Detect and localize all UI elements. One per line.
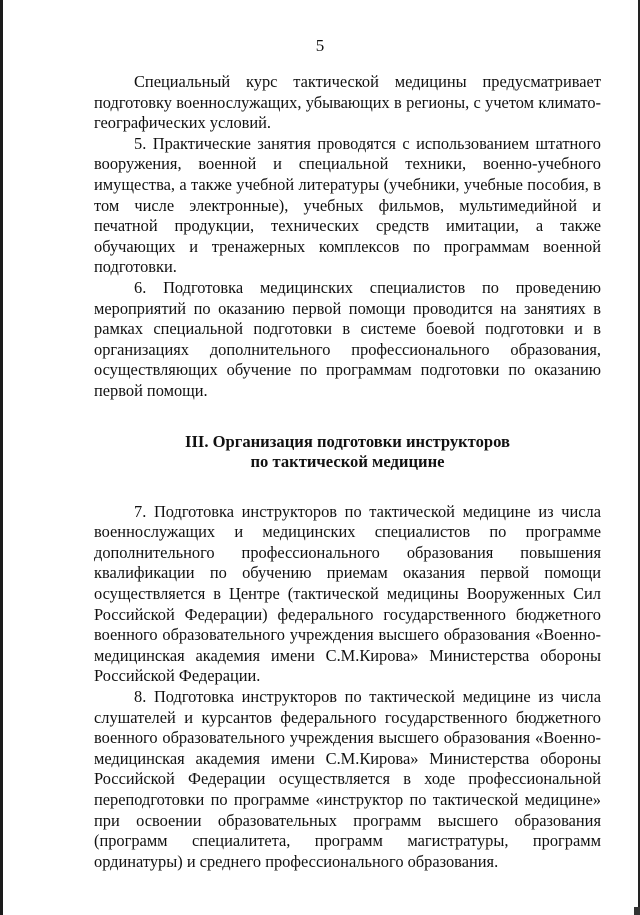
scan-corner-mark	[634, 907, 640, 915]
section-heading	[94, 432, 601, 473]
document-body	[94, 72, 601, 872]
paragraph-6: 6. Подготовка медицинских специалистов по проведению мероприятий по оказанию первой помощи проводится на занятиях в рамках специальной подготовки в системе боевой подготовки и в организациях дополнительного профессионального образования, осуществляющих обучение по программам подготовки по оказанию первой помощи.	[94, 277, 601, 400]
paragraph-8: 8. Подготовка инструкторов по тактической медицине из числа слушателей и курсантов федерального государственного бюджетного военного образовательного учреждения высшего образования «Военно-медицинская академия имени С.М.Кирова» Министерства обороны Российской Федерации осуществляется в ходе профессиональной переподготовки по программе «инструктор по тактической медицине» при освоении образовательных программ высшего образования (программ специалитета, программ магистратуры, программ ординатуры) и среднего профессионального образования.	[94, 687, 601, 871]
paragraph-special-course: Специальный курс тактической медицины предусматривает подготовку военнослужащих, убывающих в регионы, с учетом климато-географических условий.	[94, 72, 601, 133]
section-title-line2: по тактической медицине	[250, 452, 445, 472]
paragraph-5: 5. Практические занятия проводятся с использованием штатного вооружения, военной и специальной техники, военно-учебного имущества, а также учебной литературы (учебники, учебные пособия, в том числе электронные), учебных фильмов, мультимедийной и печатной продукции, технических средств имитации, а также обучающих и тренажерных комплексов по программам военной подготовки.	[94, 133, 601, 277]
scan-edge-left	[0, 0, 3, 915]
paragraph-7: 7. Подготовка инструкторов по тактической медицине из числа военнослужащих и медицинских специалистов по программе дополнительного профессионального образования повышения квалификации по обучению приемам оказания первой помощи осуществляется в Центре (тактической медицины Вооруженных Сил Российской Федерации) федерального государственного бюджетного военного образовательного учреждения высшего образования «Военно-медицинская академия имени С.М.Кирова» Министерства обороны Российской Федерации.	[94, 501, 601, 686]
page-number: 5	[315, 36, 325, 55]
section-title-line1: III. Организация подготовки инструкторов	[184, 431, 510, 451]
